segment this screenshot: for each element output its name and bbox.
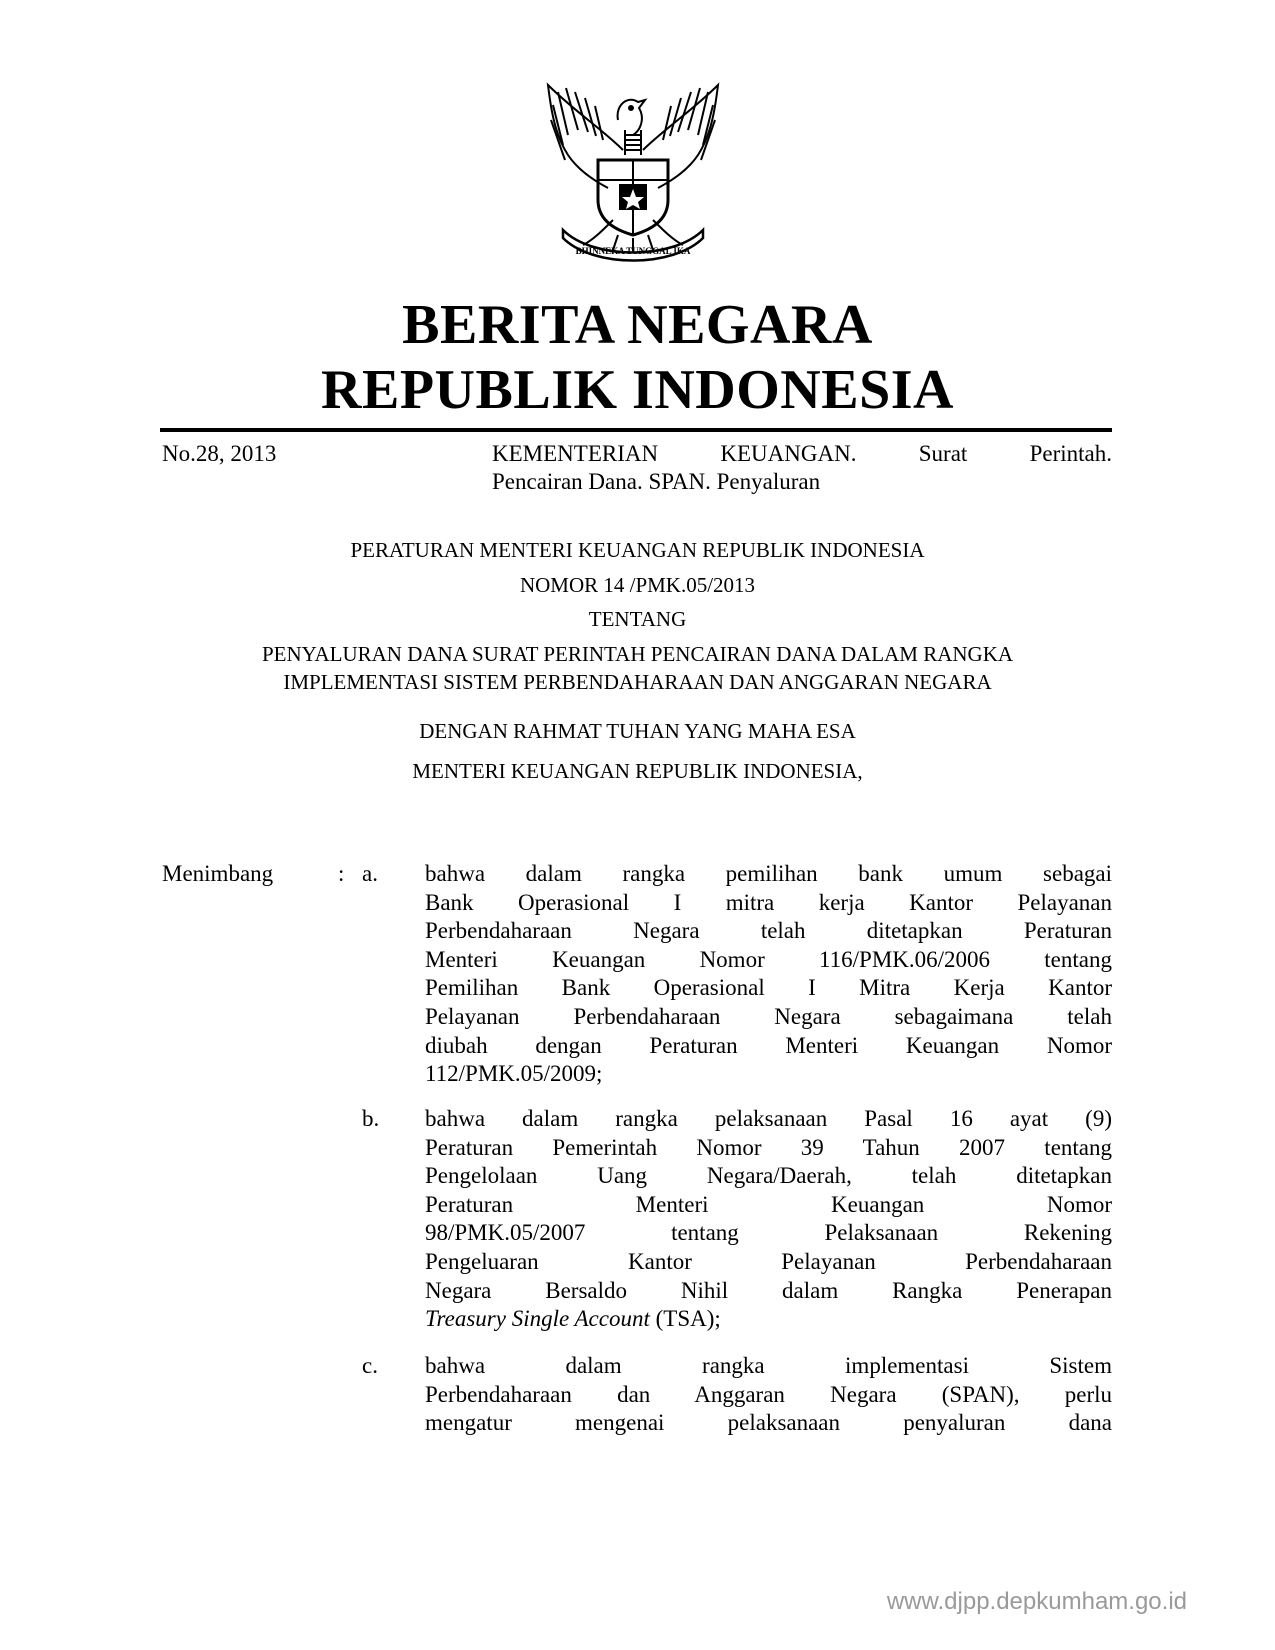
considering-label: Menimbang — [162, 861, 274, 886]
item-a-letter: a. — [362, 861, 378, 886]
item-b-line: Pengelolaan Uang Negara/Daerah, telah ditetapkan — [425, 1163, 1112, 1189]
item-a-line: Menteri Keuangan Nomor 116/PMK.06/2006 tentang — [425, 946, 1112, 972]
considering-colon: : — [338, 861, 345, 886]
item-b-text — [425, 1105, 1112, 1334]
issue-number: No.28, 2013 — [162, 441, 277, 466]
regulation-title-line2: IMPLEMENTASI SISTEM PERBENDAHARAAN DAN ANGGARAN NEGARA — [283, 670, 992, 694]
item-b-last-line — [425, 1305, 1112, 1334]
svg-text:BHINNEKA TUNGGAL IKA: BHINNEKA TUNGGAL IKA — [575, 246, 691, 256]
item-c-line: mengatur mengenai pelaksanaan penyaluran dana — [425, 1410, 1112, 1436]
item-b-line: Negara Bersaldo Nihil dalam Rangka Penerapan — [425, 1277, 1112, 1303]
item-a-line: Pelayanan Perbendaharaan Negara sebagaimana telah — [425, 1003, 1112, 1029]
tsa-abbreviation: (TSA); — [649, 1306, 721, 1332]
item-a-text — [425, 860, 1112, 1089]
item-a-line: Perbendaharaan Negara telah ditetapkan Peraturan — [425, 918, 1112, 944]
source-watermark: www.djpp.depkumham.go.id — [886, 1588, 1187, 1615]
regulation-number: NOMOR 14 /PMK.05/2013 — [519, 573, 756, 597]
item-a-line: diubah dengan Peraturan Menteri Keuangan Nomor — [425, 1032, 1112, 1058]
regulation-minister: MENTERI KEUANGAN REPUBLIK INDONESIA, — [412, 759, 863, 783]
item-c-letter: c. — [362, 1353, 378, 1378]
item-b-letter: b. — [362, 1106, 380, 1131]
item-b-line: 98/PMK.05/2007 tentang Pelaksanaan Rekening — [425, 1220, 1112, 1246]
item-a-line: 112/PMK.05/2009; — [425, 1061, 603, 1087]
issue-subject-line1: KEMENTERIAN KEUANGAN. Surat Perintah. — [492, 441, 1112, 466]
garuda-pancasila-emblem-icon — [533, 80, 733, 270]
item-c-text — [425, 1352, 1112, 1438]
item-b-line: Peraturan Menteri Keuangan Nomor — [425, 1191, 1112, 1217]
gazette-title-line1: BERITA NEGARA — [402, 294, 873, 356]
regulation-blessing: DENGAN RAHMAT TUHAN YANG MAHA ESA — [419, 719, 856, 743]
item-b-line: Pengeluaran Kantor Pelayanan Perbendaharaan — [425, 1248, 1112, 1274]
issue-subject — [492, 440, 1112, 496]
regulation-heading: PERATURAN MENTERI KEUANGAN REPUBLIK INDONESIA — [350, 538, 925, 562]
issue-subject-line2: Pencairan Dana. SPAN. Penyaluran — [492, 469, 821, 494]
regulation-about: TENTANG — [588, 607, 687, 631]
item-c-line: Perbendaharaan dan Anggaran Negara (SPAN), perlu — [425, 1381, 1112, 1407]
treasury-single-account-term: Treasury Single Account — [425, 1306, 650, 1332]
item-b-line: Peraturan Pemerintah Nomor 39 Tahun 2007 tentang — [425, 1134, 1112, 1160]
item-a-line: bahwa dalam rangka pemilihan bank umum sebagai — [425, 861, 1112, 886]
regulation-title-line1: PENYALURAN DANA SURAT PERINTAH PENCAIRAN DANA DALAM RANGKA — [261, 642, 1014, 666]
item-c-line: bahwa dalam rangka implementasi Sistem — [425, 1353, 1112, 1378]
gazette-title-line2: REPUBLIK INDONESIA — [321, 359, 954, 421]
header-divider — [160, 428, 1112, 432]
item-a-line: Bank Operasional I mitra kerja Kantor Pelayanan — [425, 889, 1112, 915]
item-b-line: bahwa dalam rangka pelaksanaan Pasal 16 ayat (9) — [425, 1106, 1112, 1131]
item-a-line: Pemilihan Bank Operasional I Mitra Kerja Kantor — [425, 975, 1112, 1001]
